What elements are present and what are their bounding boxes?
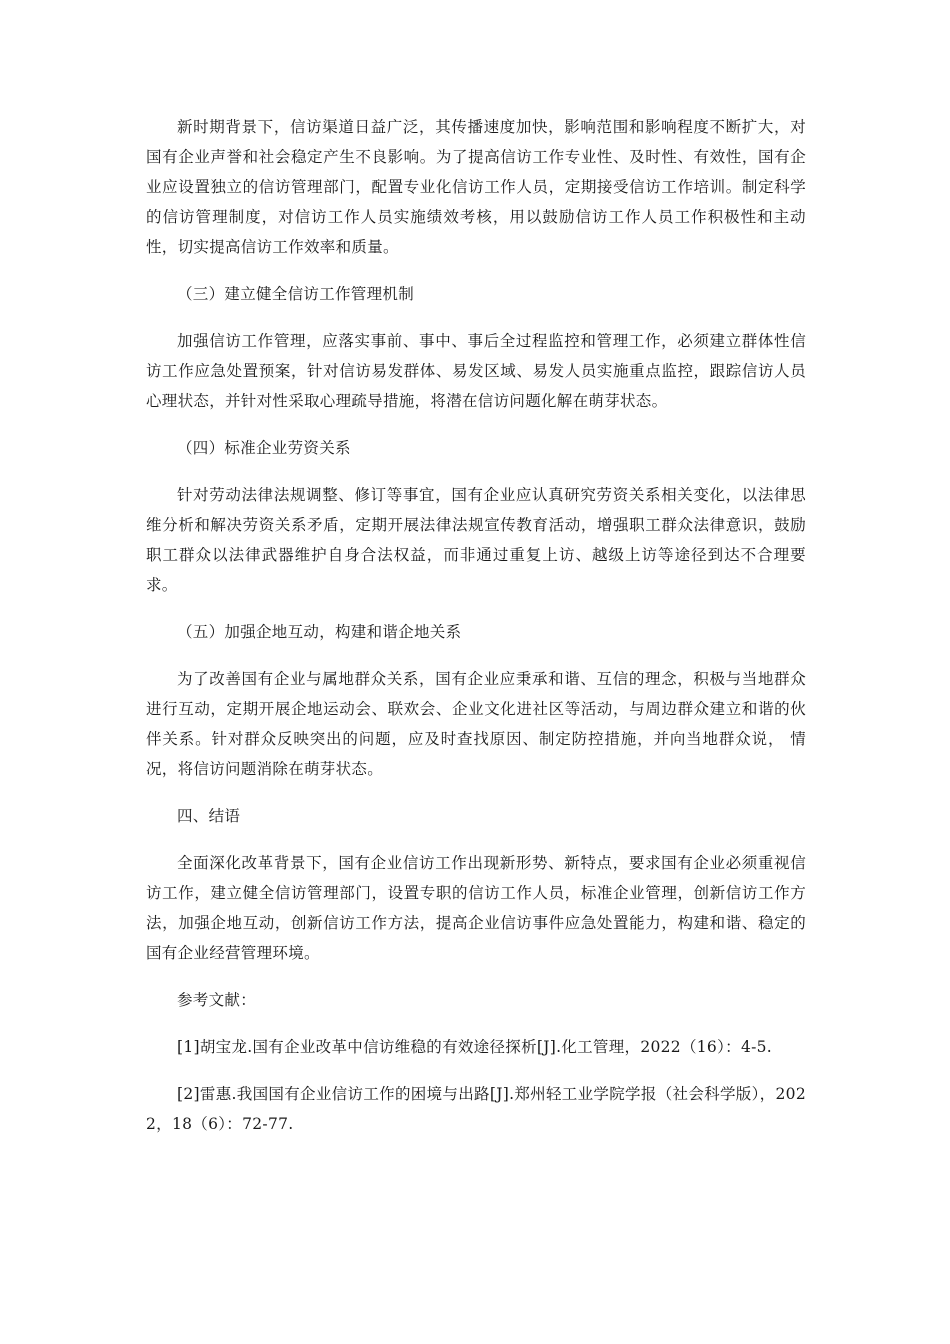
conclusion-heading: 四、结语 xyxy=(177,807,241,825)
body-paragraph: 为了改善国有企业与属地群众关系，国有企业应秉承和谐、互信的理念，积极与当地群众进行互动，定期开展企地运动会、联欢会、企业文化进社区等活动，与周边群众建立和谐的伙伴关系。针对群众反映突出的问题，应及时查找原因、制定防控措施，并向当地群众说， 情况，将信访问题消除在萌芽状态。 xyxy=(146,670,806,778)
body-paragraph: 针对劳动法律法规调整、修订等事宜，国有企业应认真研究劳资关系相关变化，以法律思维分析和解决劳资关系矛盾，定期开展法律法规宣传教育活动，增强职工群众法律意识，鼓励职工群众以法律武器维护自身合法权益，而非通过重复上访、越级上访等途径到达不合理要求。 xyxy=(146,486,806,594)
section-heading: （四）标准企业劳资关系 xyxy=(177,439,351,457)
body-paragraph: 新时期背景下，信访渠道日益广泛，其传播速度加快，影响范围和影响程度不断扩大，对国有企业声誉和社会稳定产生不良影响。为了提高信访工作专业性、及时性、有效性，国有企业应设置独立的信访管理部门，配置专业化信访工作人员，定期接受信访工作培训。制定科学的信访管理制度，对信访工作人员实施绩效考核，用以鼓励信访工作人员工作积极性和主动性，切实提高信访工作效率和质量。 xyxy=(146,118,806,256)
reference-item: [1]胡宝龙.国有企业改革中信访维稳的有效途径探析[J].化工管理，2022（16）：4-5. xyxy=(177,1038,773,1056)
body-paragraph: 全面深化改革背景下，国有企业信访工作出现新形势、新特点，要求国有企业必须重视信访工作，建立健全信访管理部门，设置专职的信访工作人员，标准企业管理，创新信访工作方法，加强企地互动，创新信访工作方法，提高企业信访事件应急处置能力，构建和谐、稳定的国有企业经营管理环境。 xyxy=(146,854,806,962)
document-page xyxy=(146,112,806,1156)
section-heading: （五）加强企地互动，构建和谐企地关系 xyxy=(177,623,462,641)
body-paragraph: 加强信访工作管理，应落实事前、事中、事后全过程监控和管理工作，必须建立群体性信访工作应急处置预案，针对信访易发群体、易发区域、易发人员实施重点监控，跟踪信访人员心理状态，并针对性采取心理疏导措施，将潜在信访问题化解在萌芽状态。 xyxy=(146,332,806,410)
reference-item: [2]雷惠.我国国有企业信访工作的困境与出路[J].郑州轻工业学院学报（社会科学版），2022，18（6）：72-77. xyxy=(146,1085,806,1133)
references-heading: 参考文献： xyxy=(177,991,257,1009)
section-heading: （三）建立健全信访工作管理机制 xyxy=(177,285,415,303)
